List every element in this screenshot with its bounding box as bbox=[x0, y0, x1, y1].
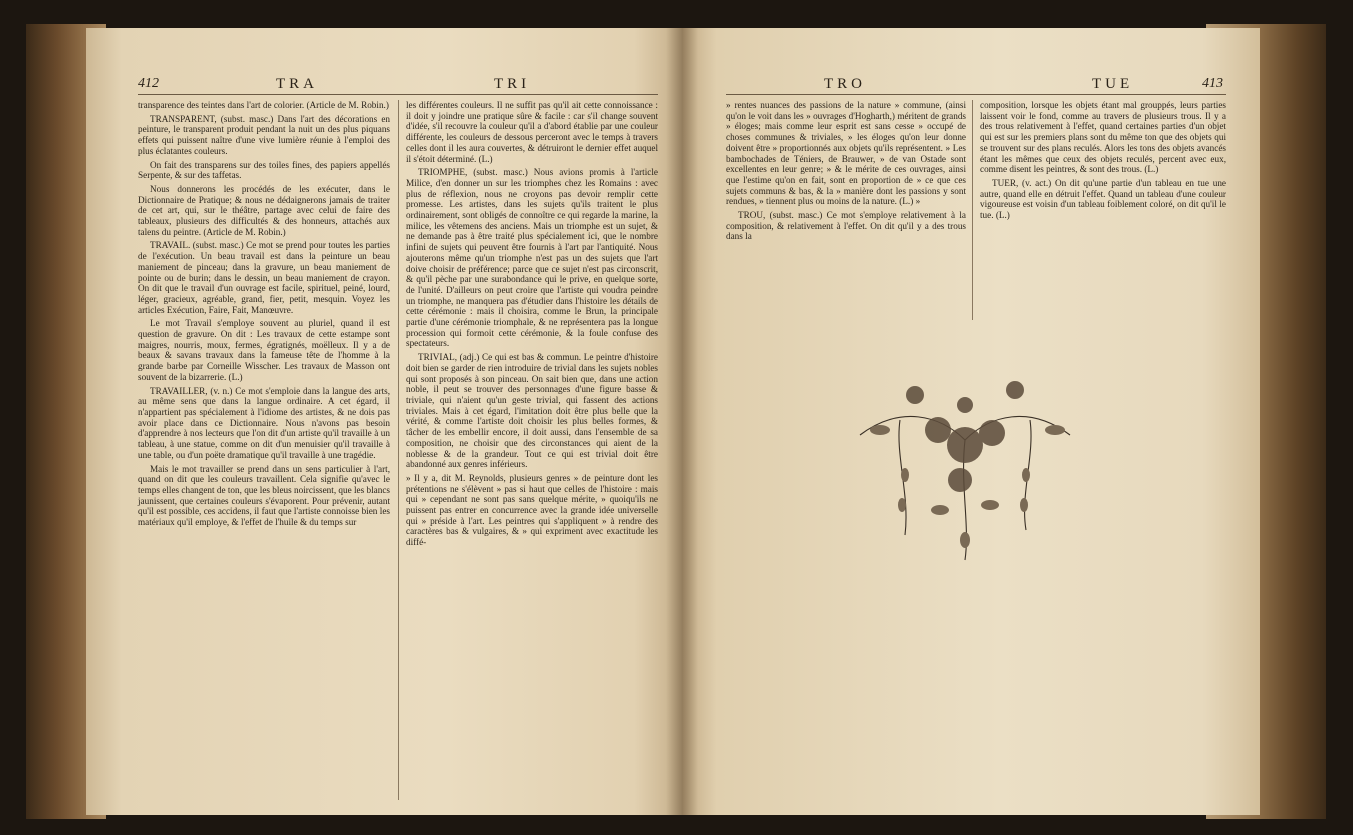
leaf-icon bbox=[931, 505, 949, 515]
rose-icon bbox=[925, 417, 951, 443]
right-header-right: TUE bbox=[1092, 76, 1134, 92]
leaf-icon bbox=[1045, 425, 1065, 435]
left-column-divider bbox=[398, 100, 399, 800]
left-column-2 bbox=[406, 100, 658, 551]
leaf-icon bbox=[981, 500, 999, 510]
paragraph: TRAVAILLER, (v. n.) Ce mot s'emploie dans la langue des arts, au même sens que dans la langue ordinaire. A cet égard, il n'appartient pas spécialement à l'idiome des artistes, & ne dois pas avoir place dans ce Dictionnaire. Nous n'avons pas besoin d'apprendre à nos lecteurs que l'on dit d'un artiste qu'il travaille à un tableau, à une statue, comme on dit d'un menuisier qu'il travaille à une table, ou d'un poëte dramatique qu'il travaille à une tragédie. bbox=[138, 385, 390, 460]
right-column-divider bbox=[972, 100, 973, 320]
right-header-left: TRO bbox=[824, 76, 866, 92]
flower-icon bbox=[1006, 381, 1024, 399]
left-page bbox=[86, 28, 682, 815]
right-column-1 bbox=[726, 100, 966, 245]
flower-icon bbox=[906, 386, 924, 404]
paragraph: TRIVIAL, (adj.) Ce qui est bas & commun. Le peintre d'histoire doit bien se garder de rien introduire de trivial dans les sujets nobles qui sont proposés à son pinceau. On sait bien que, dans une action noble, il peut se trouver des personnages d'une figure basse & triviale, qui n'aient qu'un geste trivial, qui fassent des actions triviales. Mais à cet égard, l'imitation doit être plus belle que la vérité, & comme l'artiste doit choisir les plus belles formes, & tâcher de les embellir encore, il doit aussi, dans l'ensemble de sa composition, ne choisir que des circonstances qui aient de la noblesse & de la grandeur. Tout ce qui est trivial doit être abandonné aux genres inférieurs. bbox=[406, 352, 658, 470]
floral-ornament bbox=[840, 345, 1090, 575]
book-spread bbox=[26, 24, 1326, 819]
left-header-right: TRI bbox=[494, 76, 531, 92]
left-column-1 bbox=[138, 100, 390, 531]
paragraph: les différentes couleurs. Il ne suffit pas qu'il ait cette connoissance : il doit y joindre une pratique sûre & facile : car s'il change souvent d'idée, s'il recouvre la couleur qu'il a d'abord établie par une couleur différente, les couleurs de dessous perceront avec le temps à travers celles dont il les aura couvertes, & détruiront le dernier effet auquel il s'étoit déterminé. (L.) bbox=[406, 100, 658, 164]
paragraph: Mais le mot travailler se prend dans un sens particulier à l'art, quand on dit que les couleurs travaillent. Cela signifie qu'avec le temps elles changent de ton, que les bleus noircissent, que les blancs jaunissent, que certaines couleurs s'évaporent. Pour prévenir, autant qu'il est possible, ces accidens, il faut que l'artiste connoisse bien les matériaux qu'il employe, & l'effet de l'huile & du temps sur bbox=[138, 463, 390, 528]
bellflower-icon bbox=[901, 468, 909, 482]
paragraph: TRAVAIL. (subst. masc.) Ce mot se prend pour toutes les parties de l'exécution. Un beau travail est dans la peinture un beau maniement de pinceau; dans la gravure, un beau maniement de pointe ou de burin; dans le dessin, un beau maniement de crayon. On dit que le travail d'un ouvrage est facile, spirituel, peiné, lourd, léger, gracieux, agréable, grand, fier, petit, mesquin. Voyez les articles Exécution, Faire, Fait, Manœuvre. bbox=[138, 240, 390, 315]
left-header-left: TRA bbox=[276, 76, 318, 92]
flower-icon bbox=[957, 397, 973, 413]
bellflower-icon bbox=[1020, 498, 1028, 512]
left-header-rule bbox=[138, 94, 658, 95]
paragraph: Le mot Travail s'employe souvent au pluriel, quand il est question de gravure. On dit : Les travaux de cette estampe sont maigres, nourris, moux, fermes, égratignés, moëlleux. Il y a de beaux & savans travaux dans la fameuse tête de l'homme à la grande barbe par Corneille Wisscher. Les travaux de Masson ont souvent de la bizarrerie. (L.) bbox=[138, 318, 390, 382]
rose-icon bbox=[979, 420, 1005, 446]
book-gutter bbox=[666, 28, 698, 815]
paragraph: TRANSPARENT, (subst. masc.) Dans l'art des décorations en peinture, le transparent produit pendant la nuit un des plus piquans effets qui puissent naître d'une vive lumière réunie à l'emploi des plus éclatantes couleurs. bbox=[138, 113, 390, 156]
paragraph: TUER, (v. act.) On dit qu'une partie d'un tableau en tue une autre, quand elle en détruit l'effet. Quand un tableau d'une couleur vigoureuse est voisin d'un tableau foiblement coloré, on dit qu'il le tue. (L.) bbox=[980, 177, 1226, 221]
right-header-rule bbox=[726, 94, 1226, 95]
right-column-2 bbox=[980, 100, 1226, 224]
paragraph: » Il y a, dit M. Reynolds, plusieurs genres » de peinture dont les prétentions ne s'élèvent » pas si haut que celles de l'histoire : mais qui » cependant ne sont pas sans quelque mérite, » quoiqu'ils ne puissent pas entrer en concurrence avec la grande idée universelle qui » préside à l'art. Les peintres qui s'appliquent » à rendre des caractères bas & vulgaires, & » qui expriment avec exactitude les diffé- bbox=[406, 472, 658, 548]
paragraph: Nous donnerons les procédés de les exécuter, dans le Dictionnaire de Pratique; & nous ne dédaignerons jamais de traiter de cet art, qui, sur le théâtre, partage avec celui de faire des tableaux, plusieurs des difficultés & des honneurs, attachés aux talens du peintre. (Article de M. Robin.) bbox=[138, 183, 390, 237]
paragraph: transparence des teintes dans l'art de colorier. (Article de M. Robin.) bbox=[138, 100, 389, 110]
paragraph: » rentes nuances des passions de la nature » commune, (ainsi qu'on le voit dans les » ouvrages d'Hogharth,) méritent de grands » éloges; mais comme leur esprit est sans cesse » occupé de choses communes & triviales, » les éloges qu'on leur donne doivent être » proportionnés aux objets qu'ils représentent. » Les bambochades de Téniers, de Brauwer, » de van Ostade sont excellentes en leur genre; » & le mérite de ces ouvrages, ainsi que l'estime qu'on en fait, sont en proportion de » ce que ces sujets communs & bas, & la » manière dont les passions y sont rendues, » tiennent plus ou moins de la nature. (L.) » bbox=[726, 100, 966, 207]
paragraph: TRIOMPHE, (subst. masc.) Nous avions promis à l'article Milice, d'en donner un sur les triomphes chez les Romains : avec plus de réflexion, nous ne croyons pas devoir remplir cette promesse. Les artistes, dans les sujets qu'ils traitent le plus ordinairement, sont obligés de connoître ce qui regarde la marine, la milice, les vêtemens des anciens. Mais un triomphe est un sujet, & ne demande pas à être traité plus spécialement ici, que le nombre infini de sujets qui peuvent être fournis à l'art par l'antiquité. Nous ajouterons même qu'un triomphe n'est pas un des sujets que l'art doive choisir de préférence; parce que ce sujet n'est pas circonscrit, & qu'il pèche par une surabondance qui le prive, en quelque sorte, de l'unité. D'ailleurs on peut croire que l'artiste qui voudra peindre un triomphe, ne manquera pas d'étudier dans l'histoire les détails de cette cérémonie : mais il choisira, comme le Brun, la principale partie d'une cérémonie triomphale, & ne représentera pas la longue procession qui formoit cette cérémonie, & la foule confuse des spectateurs. bbox=[406, 167, 658, 349]
paragraph: On fait des transparens sur des toiles fines, des papiers appellés Serpente, & sur des taffetas. bbox=[138, 159, 390, 181]
bellflower-icon bbox=[898, 498, 906, 512]
rose-icon bbox=[948, 468, 972, 492]
rose-icon bbox=[947, 427, 983, 463]
bellflower-icon bbox=[960, 532, 970, 548]
paragraph: composition, lorsque les objets étant mal grouppés, leurs parties laissent voir le fond, comme au travers de plusieurs trous. Il y a des trous relativement à l'effet, quand certaines parties d'un objet qui est sur les premiers plans sont du même ton que des objets qui se trouvent sur des plans reculés. Alors les tons des objets avancés étant les mêmes que ceux des objets reculés, percent avec eux, comme disent les peintres, & sont des trous. (L.) bbox=[980, 100, 1226, 175]
bellflower-icon bbox=[1022, 468, 1030, 482]
left-page-number: 412 bbox=[138, 76, 159, 91]
leaf-icon bbox=[870, 425, 890, 435]
right-page-number: 413 bbox=[1202, 76, 1223, 91]
paragraph: TROU, (subst. masc.) Ce mot s'employe relativement à la composition, & relativement à l'effet. On dit qu'il y a des trous dans la bbox=[726, 210, 966, 242]
